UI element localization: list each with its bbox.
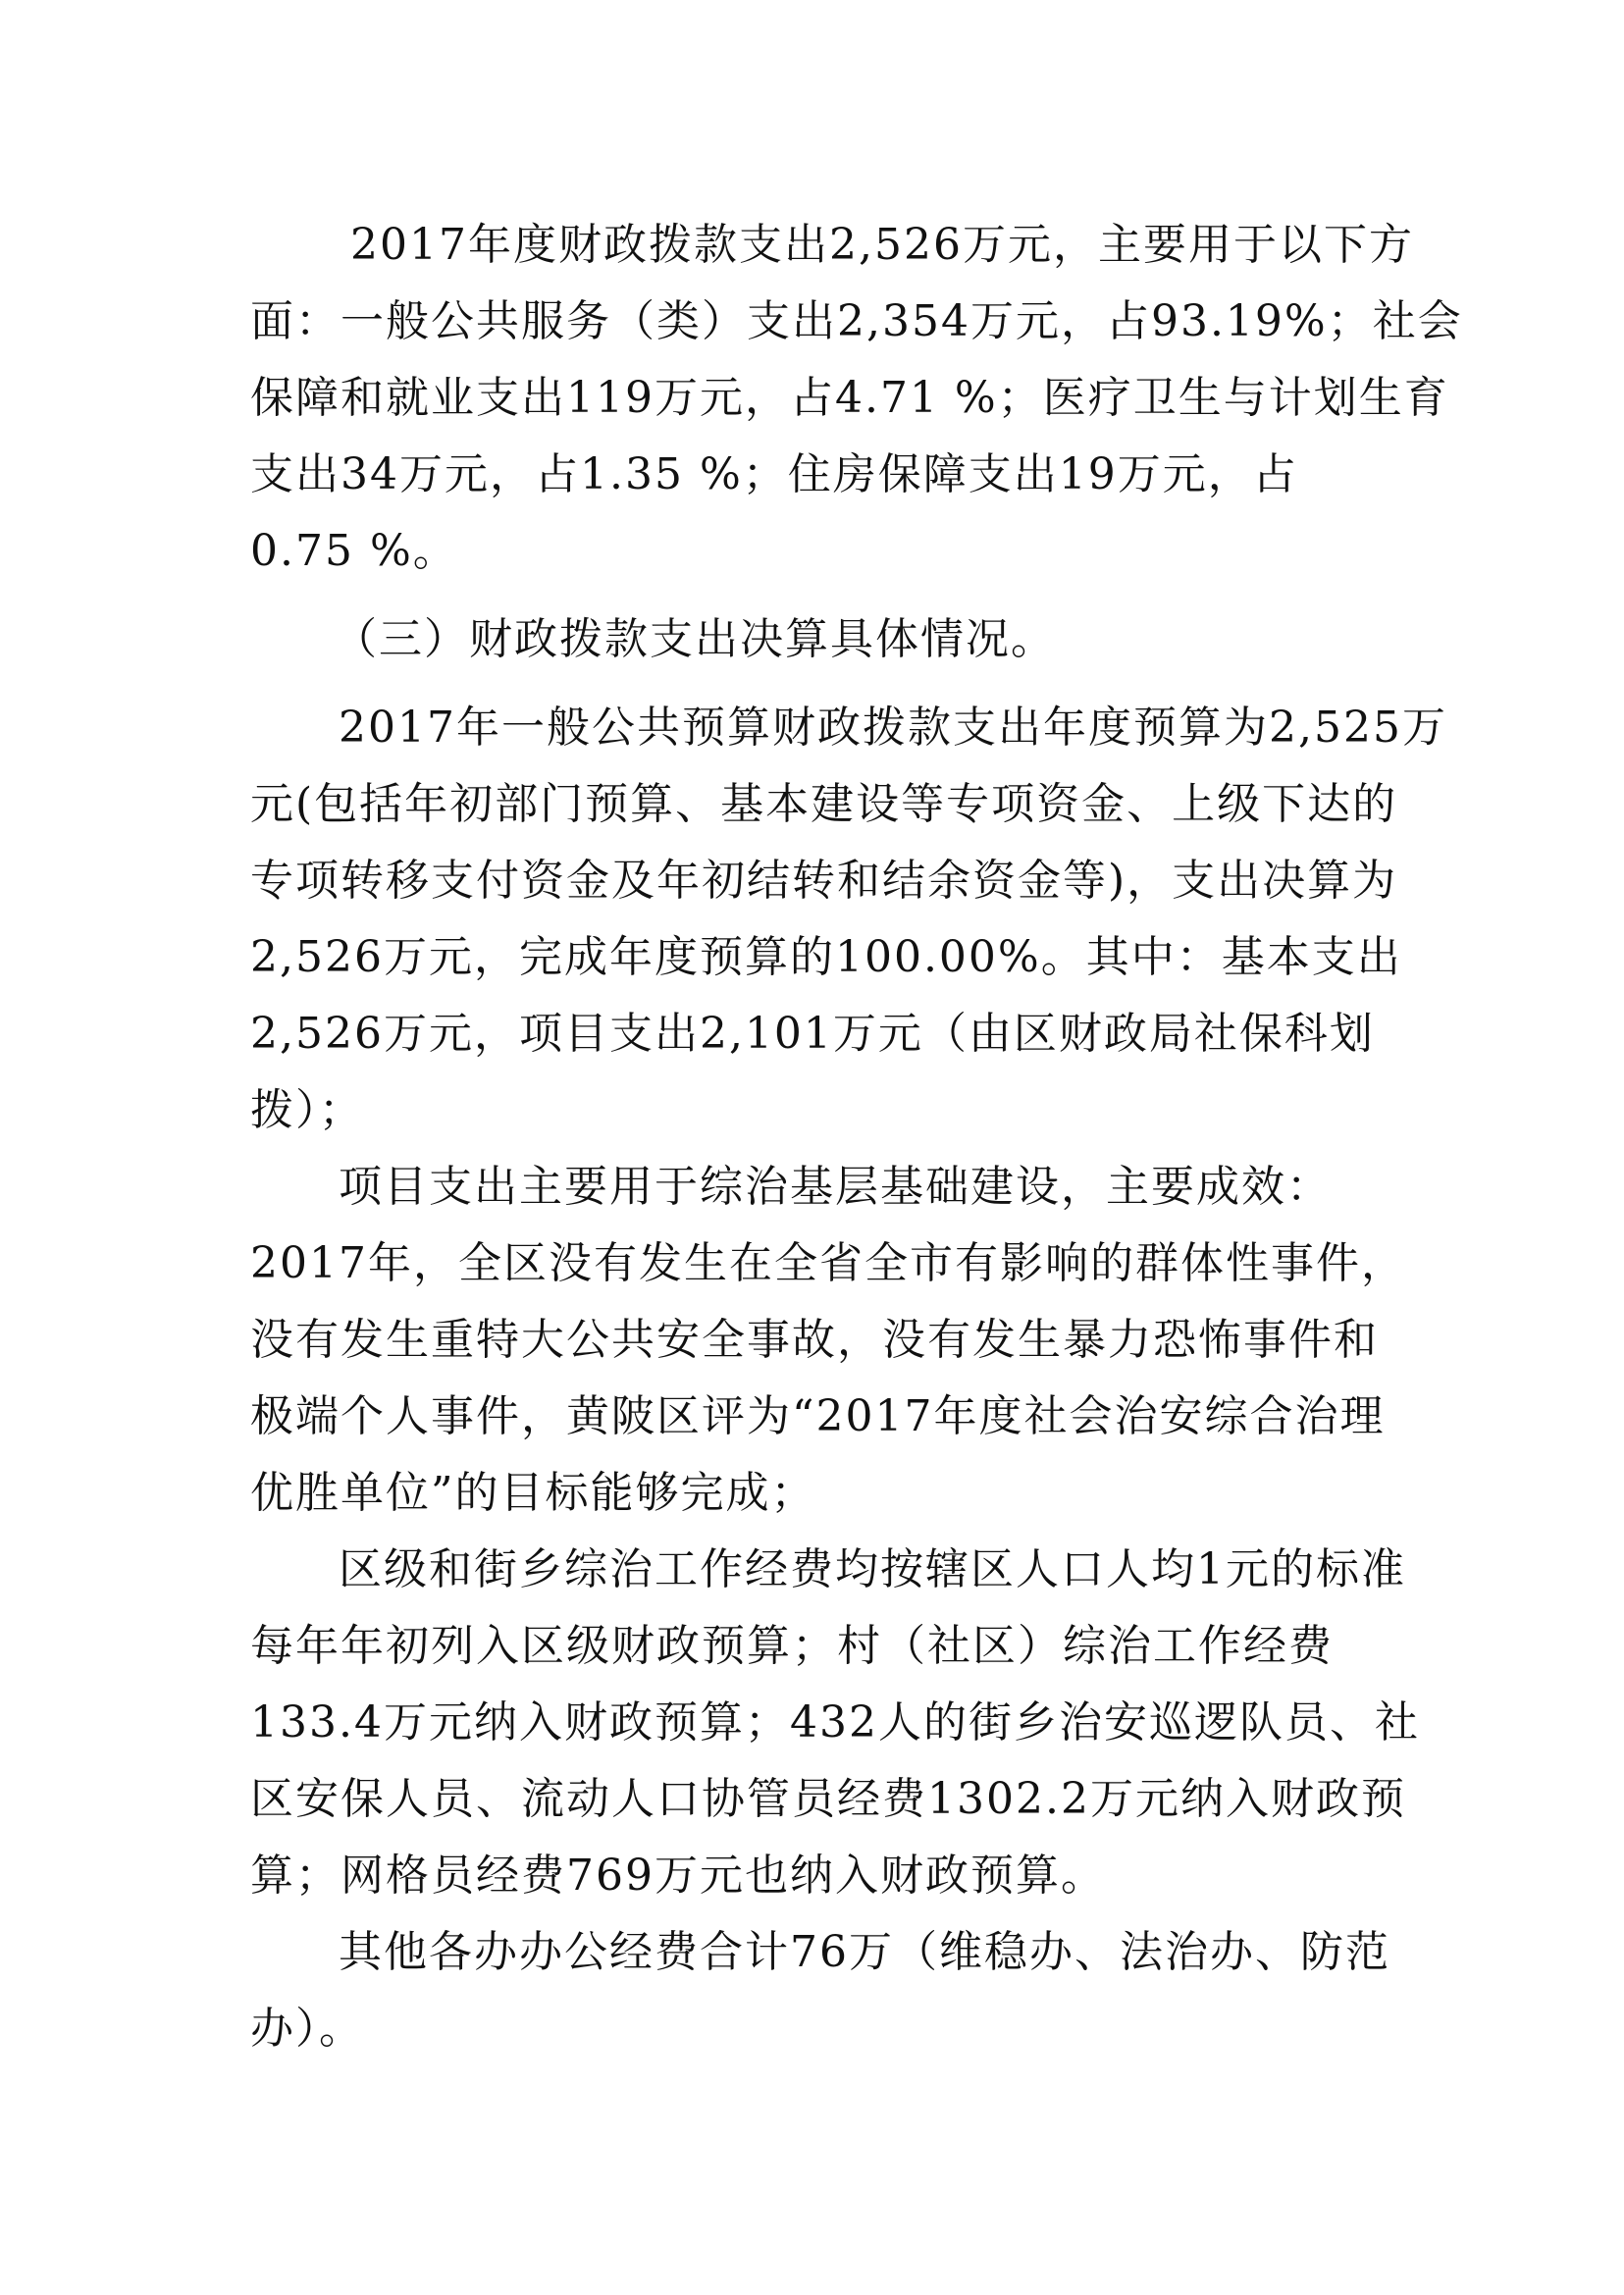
- text-line-23: 其他各办办公经费合计76万（维稳办、法治办、防范: [339, 1927, 1390, 1977]
- text-line-18: 区级和街乡综治工作经费均按辖区人口人均1元的标准: [339, 1544, 1406, 1594]
- text-line-8: 元(包括年初部门预算、基本建设等专项资金、上级下达的: [250, 779, 1398, 829]
- text-line-21: 区安保人员、流动人口协管员经费1302.2万元纳入财政预: [250, 1774, 1406, 1824]
- text-line-19: 每年年初列入区级财政预算；村（社区）综治工作经费: [250, 1621, 1334, 1671]
- text-line-17: 优胜单位”的目标能够完成；: [250, 1468, 816, 1518]
- text-line-7: 2017年一般公共预算财政拨款支出年度预算为2,525万: [339, 703, 1447, 753]
- text-line-22: 算；网格员经费769万元也纳入财政预算。: [250, 1851, 1106, 1901]
- text-line-24: 办）。: [250, 2004, 364, 2054]
- text-line-2: 面：一般公共服务（类）支出2,354万元，占93.19%；社会: [250, 296, 1463, 346]
- text-line-13: 项目支出主要用于综治基层基础建设，主要成效：: [339, 1162, 1332, 1212]
- text-line-10: 2,526万元，完成年度预算的100.00%。其中：基本支出: [250, 932, 1402, 982]
- text-line-3: 保障和就业支出119万元，占4.71 %；医疗卫生与计划生育: [250, 373, 1449, 423]
- text-line-15: 没有发生重特大公共安全事故，没有发生暴力恐怖事件和: [250, 1315, 1379, 1365]
- text-line-16: 极端个人事件，黄陂区评为“2017年度社会治安综合治理: [250, 1391, 1386, 1441]
- text-line-5: 0.75 %。: [250, 526, 458, 576]
- text-line-20: 133.4万元纳入财政预算；432人的街乡治安巡逻队员、社: [250, 1697, 1420, 1747]
- text-line-4: 支出34万元，占1.35 %；住房保障支出19万元，占: [250, 449, 1298, 499]
- text-line-9: 专项转移支付资金及年初结转和结余资金等)，支出决算为: [250, 856, 1398, 906]
- text-line-11: 2,526万元，项目支出2,101万元（由区财政局社保科划: [250, 1009, 1375, 1059]
- text-line-14: 2017年，全区没有发生在全省全市有影响的群体性事件，: [250, 1238, 1406, 1288]
- text-line-1: 2017年度财政拨款支出2,526万元，主要用于以下方: [350, 220, 1414, 270]
- section-heading: （三）财政拨款支出决算具体情况。: [334, 614, 1056, 664]
- text-line-12: 拨）；: [250, 1085, 364, 1135]
